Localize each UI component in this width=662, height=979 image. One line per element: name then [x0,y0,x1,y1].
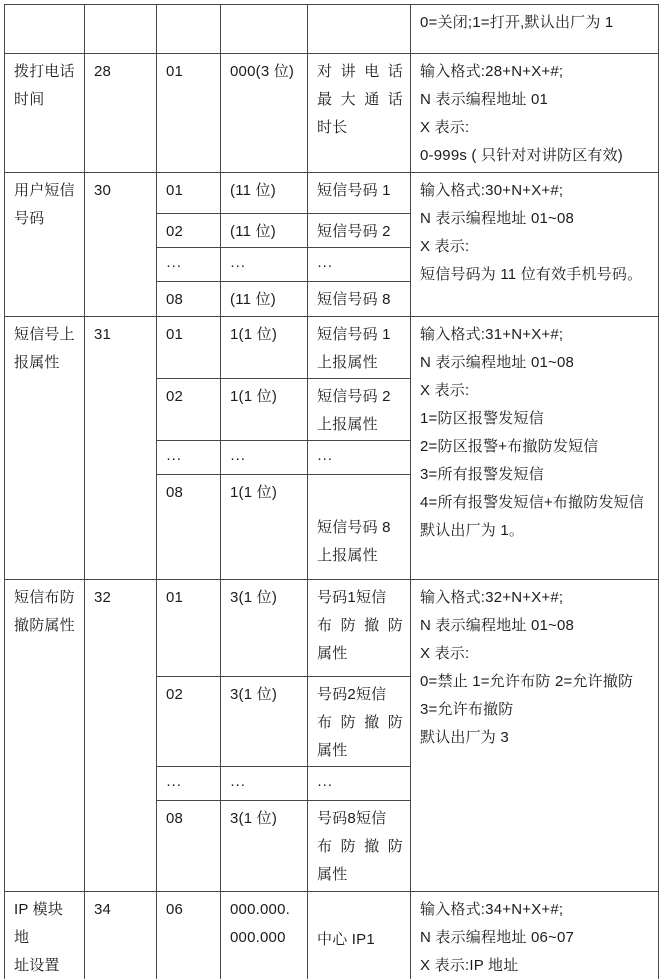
text-line: 短信号码 8 [317,291,391,308]
text-line: 属性 [317,742,348,759]
text-line: 布防撤防 [317,617,403,634]
text-line: 上报属性 [317,416,378,433]
code-cell [85,317,157,580]
address-cell [157,173,221,214]
text-line: 短信号码 2 [317,388,391,405]
text-line: 号码8短信 [317,810,387,827]
text-line: 上报属性 [317,547,378,564]
text-line: 02 [166,686,184,703]
text-line: N 表示编程地址 01~08 [420,354,575,371]
label-cell [308,173,411,214]
text-line: X 表示:IP 地址 [420,957,519,974]
address-cell [157,892,221,979]
ellipsis: ··· [230,776,246,793]
text-line: 3(1 位) [230,686,278,703]
text-line: 短信号码 2 [317,223,391,240]
default-value-cell [221,767,308,801]
text-line: N 表示编程地址 01 [420,91,549,108]
address-cell [157,54,221,173]
address-cell [157,767,221,801]
address-cell [157,214,221,248]
text-line: 30 [94,182,112,199]
text-line: 1=防区报警发短信 [420,410,544,427]
text-line: 短信号码 1 [317,182,391,199]
text-line: X 表示: [420,645,470,662]
address-cell [157,801,221,892]
ellipsis: ··· [317,450,333,467]
text-line: 31 [94,326,112,343]
programming-table [4,4,659,979]
default-value-cell [221,677,308,767]
description-cell [411,580,659,892]
text-line: 0-999s ( 只针对对讲防区有效) [420,147,623,164]
text-line: X 表示: [420,238,470,255]
label-cell [308,379,411,441]
text-line: (11 位) [230,223,276,240]
description-cell [411,5,659,54]
text-line: 号码 [14,210,45,227]
text-line: 0=关闭;1=打开,默认出厂为 1 [420,14,614,31]
text-line: 时间 [14,91,45,108]
text-line: 1(1 位) [230,484,278,501]
description-cell [411,54,659,173]
function-name-cell [5,892,85,979]
code-cell [85,5,157,54]
table-row-28 [5,54,659,173]
label-cell [308,475,411,580]
ellipsis: ··· [166,450,182,467]
text-line: 用户短信 [14,182,75,199]
address-cell [157,379,221,441]
text-line: 号码2短信 [317,686,387,703]
label-cell [308,801,411,892]
function-name-cell [5,317,85,580]
table-row-34 [5,892,659,979]
table-row-continuation [5,5,659,54]
ellipsis: ··· [166,257,182,274]
label-cell [308,580,411,677]
default-value-cell [221,475,308,580]
text-line: 短信号码为 11 位有效手机号码。 [420,266,643,283]
text-line: 01 [166,326,184,343]
ellipsis: ··· [230,257,246,274]
label-cell [308,248,411,282]
text-line: 3=所有报警发短信 [420,466,544,483]
text-line: 默认出厂为 1。 [420,522,525,539]
address-cell [157,441,221,475]
text-line: 4=所有报警发短信+布撤防发短信 [420,494,645,511]
label-cell [308,317,411,379]
text-line: 000.000. [230,901,290,918]
label-cell [308,441,411,475]
text-line: (11 位) [230,182,276,199]
default-value-cell [221,580,308,677]
default-value-cell [221,379,308,441]
text-line: 短信号码 8 [317,519,391,536]
label-cell [308,214,411,248]
text-line: 址设置 [14,957,60,974]
table-row-31 [5,317,659,379]
text-line: 布防撤防 [317,838,403,855]
default-value-cell [221,441,308,475]
text-line: 报属性 [14,354,60,371]
default-value-cell [221,54,308,173]
text-line: 01 [166,63,184,80]
ellipsis: ··· [166,776,182,793]
text-line: 34 [94,901,112,918]
function-name-cell [5,5,85,54]
default-value-cell [221,5,308,54]
text-line: X 表示: [420,382,470,399]
table-row-30 [5,173,659,214]
address-cell [157,248,221,282]
text-line: 3(1 位) [230,589,278,606]
text-line: 撤防属性 [14,617,75,634]
ellipsis: ··· [317,776,333,793]
text-line: 布防撤防 [317,714,403,731]
text-line: 时长 [317,119,348,136]
text-line: 属性 [317,866,348,883]
address-cell [157,317,221,379]
text-line: 对讲电话 [317,63,403,80]
default-value-cell [221,282,308,317]
label-cell [308,282,411,317]
text-line: 3=允许布撤防 [420,701,514,718]
ellipsis: ··· [230,450,246,467]
text-line: N 表示编程地址 01~08 [420,617,575,634]
table-row-32 [5,580,659,677]
code-cell [85,892,157,979]
text-line: 000(3 位) [230,63,295,80]
label-cell [308,5,411,54]
address-cell [157,5,221,54]
function-name-cell [5,54,85,173]
default-value-cell [221,173,308,214]
address-cell [157,677,221,767]
address-cell [157,475,221,580]
text-line: 02 [166,388,184,405]
text-line: 3(1 位) [230,810,278,827]
text-line: 短信号上 [14,326,75,343]
text-line: 拨打电话 [14,63,75,80]
code-cell [85,173,157,317]
default-value-cell [221,801,308,892]
default-value-cell [221,317,308,379]
text-line: 1(1 位) [230,388,278,405]
code-cell [85,580,157,892]
text-line: 01 [166,182,184,199]
text-line: 000.000 [230,929,286,946]
description-cell [411,317,659,580]
default-value-cell [221,214,308,248]
text-line: X 表示: [420,119,470,136]
text-line: 28 [94,63,112,80]
code-cell [85,54,157,173]
label-cell [308,767,411,801]
text-line: 最大通话 [317,91,403,108]
function-name-cell [5,173,85,317]
default-value-cell [221,892,308,979]
label-cell [308,677,411,767]
text-line: 默认出厂为 3 [420,729,509,746]
text-line: N 表示编程地址 06~07 [420,929,575,946]
label-cell [308,892,411,979]
text-line: 输入格式:30+N+X+#; [420,182,564,199]
text-line: 输入格式:28+N+X+#; [420,63,564,80]
text-line: IP 模块地 [14,901,64,946]
default-value-cell [221,248,308,282]
text-line: 短信布防 [14,589,75,606]
text-line: 输入格式:31+N+X+#; [420,326,564,343]
text-line: N 表示编程地址 01~08 [420,210,575,227]
ellipsis: ··· [317,257,333,274]
text-line: 08 [166,810,184,827]
text-line: 2=防区报警+布撤防发短信 [420,438,599,455]
text-line: (11 位) [230,291,276,308]
description-cell [411,892,659,979]
text-line: 08 [166,291,184,308]
description-cell [411,173,659,317]
text-line: 输入格式:32+N+X+#; [420,589,564,606]
text-line: 0=禁止 1=允许布防 2=允许撤防 [420,673,634,690]
text-line: 短信号码 1 [317,326,391,343]
text-line: 06 [166,901,184,918]
label-cell [308,54,411,173]
address-cell [157,282,221,317]
text-line: 08 [166,484,184,501]
text-line: 上报属性 [317,354,378,371]
text-line: 1(1 位) [230,326,278,343]
text-line: 02 [166,223,184,240]
address-cell [157,580,221,677]
text-line: 输入格式:34+N+X+#; [420,901,564,918]
text-line: 属性 [317,645,348,662]
text-line: 号码1短信 [317,589,387,606]
text-line: 32 [94,589,112,606]
text-line: 中心 IP1 [317,931,375,948]
function-name-cell [5,580,85,892]
text-line: 01 [166,589,184,606]
